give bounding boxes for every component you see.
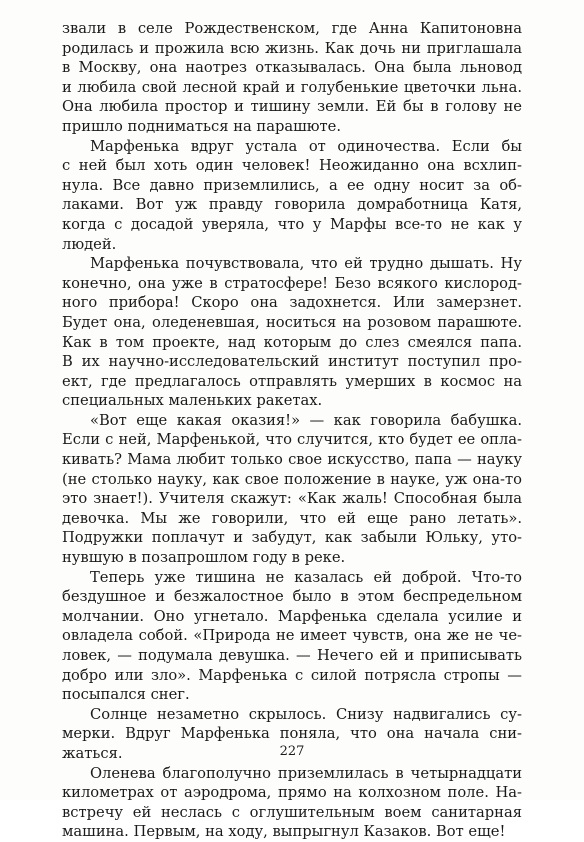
text-line: пришло подниматься на парашюте. bbox=[62, 117, 342, 135]
text-line: ловек, — подумала девушка. — Нечего ей и приписывать bbox=[62, 647, 522, 664]
paragraph bbox=[62, 568, 522, 705]
text-line: кивать? Мама любит только свое искусство, папа — науку bbox=[62, 451, 522, 469]
text-line: Будет она, оледеневшая, носиться на розовом парашюте. bbox=[62, 313, 522, 331]
paragraph bbox=[62, 764, 522, 842]
text-line: Подружки поплачут и забудут, как забыли Юльку, уто- bbox=[62, 529, 522, 547]
text-line: с ней был хоть один человек! Неожиданно она всхлип- bbox=[62, 157, 522, 175]
text-line: в Москву, она наотрез отказывалась. Она была льновод bbox=[62, 59, 522, 77]
text-line: Марфенька почувствовала, что ей трудно дышать. Ну bbox=[90, 255, 522, 273]
body-text bbox=[62, 19, 522, 842]
text-line: машина. Первым, на ходу, выпрыгнул Казаков. Вот еще! bbox=[62, 823, 506, 841]
text-line: жаться. bbox=[62, 744, 123, 762]
text-line: Она любила простор и тишину земли. Ей бы в голову не bbox=[62, 98, 522, 116]
text-line: когда с досадой уверяла, что у Марфы все-то не как у bbox=[62, 215, 522, 233]
paragraph bbox=[62, 137, 522, 255]
text-line: девочка. Мы же говорили, что ей еще рано летать». bbox=[62, 509, 522, 527]
text-line: Марфенька вдруг устала от одиночества. Если бы bbox=[90, 137, 522, 155]
text-line: Как в том проекте, над которым до слез смеялся папа. bbox=[62, 333, 522, 351]
text-line: лаками. Вот уж правду говорила домработница Катя, bbox=[62, 196, 522, 214]
text-line: бездушное и безжалостное было в этом беспредельном bbox=[62, 588, 522, 606]
text-line: родилась и прожила всю жизнь. Как дочь ни приглашала bbox=[62, 39, 522, 57]
text-line: Теперь уже тишина не казалась ей доброй. Что-то bbox=[90, 568, 522, 586]
text-line: специальных маленьких ракетах. bbox=[62, 392, 323, 410]
text-line: посыпался снег. bbox=[62, 686, 190, 704]
text-line: (не столько науку, как свое положение в науке, уж она-то bbox=[62, 470, 522, 488]
text-line: молчании. Оно угнетало. Марфенька сделала усилие и bbox=[62, 607, 522, 625]
text-line: нула. Все давно приземлились, а ее одну носит за об- bbox=[62, 176, 522, 194]
text-line: звали в селе Рождественском, где Анна Капитоновна bbox=[62, 20, 522, 37]
text-line: конечно, она уже в стратосфере! Безо всякого кислород- bbox=[62, 274, 522, 292]
text-line: ного прибора! Скоро она задохнется. Или замерзнет. bbox=[62, 294, 522, 312]
text-line: и любила свой лесной край и голубенькие цветочки льна. bbox=[62, 78, 522, 96]
paragraph bbox=[62, 254, 522, 568]
text-line: Если с ней, Марфенькой, что случится, кто будет ее опла- bbox=[62, 431, 522, 449]
text-line: километрах от аэродрома, прямо на колхозном поле. На- bbox=[62, 784, 522, 802]
paragraph bbox=[62, 19, 522, 137]
text-line: «Вот еще какая оказия!» — как говорила бабушка. bbox=[90, 411, 522, 429]
text-line: нувшую в позапрошлом году в реке. bbox=[62, 549, 346, 567]
text-line: мерки. Вдруг Марфенька поняла, что она начала сни- bbox=[62, 725, 522, 743]
page-number: 227 bbox=[279, 744, 305, 759]
text-line: добро или зло». Марфенька с силой потрясла стропы — bbox=[62, 666, 522, 684]
text-line: ект, где предлагалось отправлять умерших в космос на bbox=[62, 372, 522, 390]
text-line: Оленева благополучно приземлилась в четырнадцати bbox=[90, 764, 522, 782]
text-line: людей. bbox=[62, 235, 117, 253]
text-line: овладела собой. «Природа не имеет чувств, она же не че- bbox=[62, 627, 522, 645]
text-line: это знает!). Учителя скажут: «Как жаль! Способная была bbox=[62, 490, 522, 508]
text-line: встречу ей неслась с оглушительным воем санитарная bbox=[62, 803, 522, 821]
text-line: В их научно-исследовательский институт поступил про- bbox=[62, 353, 522, 371]
text-line: Солнце незаметно скрылось. Снизу надвигались су- bbox=[90, 705, 522, 723]
